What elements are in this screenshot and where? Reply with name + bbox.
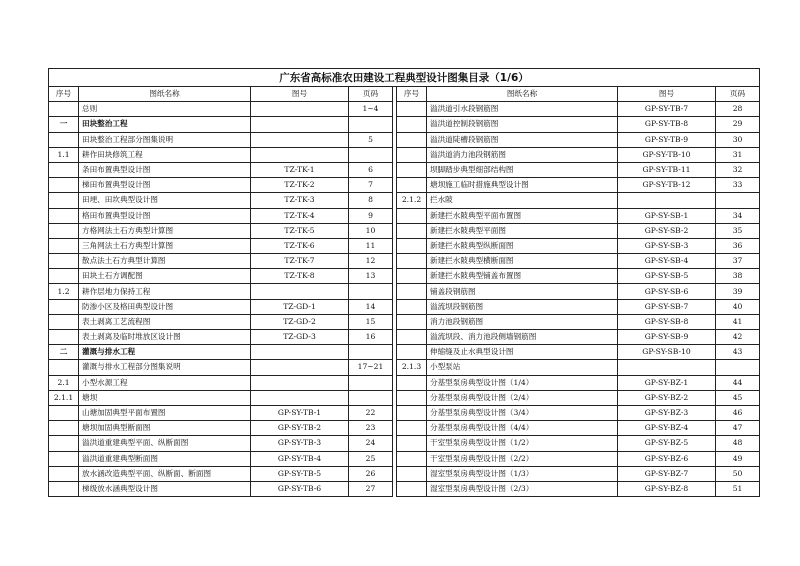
right-name-cell: 溢流坝段钢筋图 xyxy=(427,299,618,314)
left-name-cell: 三角网法土石方典型计算图 xyxy=(79,238,251,253)
left-code-cell: TZ-TK-8 xyxy=(251,269,349,284)
left-page-cell: 25 xyxy=(349,451,393,466)
left-page-cell: 14 xyxy=(349,299,393,314)
right-code-cell: GP-SY-SB-9 xyxy=(618,330,716,345)
table-row xyxy=(49,405,760,420)
left-no-cell xyxy=(49,466,79,481)
right-code-cell: GP-SY-BZ-3 xyxy=(618,405,716,420)
left-name-cell: 梯田布置典型设计图 xyxy=(79,178,251,193)
right-code-cell: GP-SY-BZ-1 xyxy=(618,375,716,390)
right-no-cell xyxy=(397,345,427,360)
table-row xyxy=(49,102,760,117)
header-name-right: 图纸名称 xyxy=(427,87,618,102)
right-no-cell xyxy=(397,299,427,314)
right-name-cell: 新建拦水陂典型铺盖布置图 xyxy=(427,269,618,284)
header-no-right: 序号 xyxy=(397,87,427,102)
left-page-cell: 7 xyxy=(349,178,393,193)
left-page-cell: 6 xyxy=(349,162,393,177)
left-name-cell: 梯级放水涵典型设计图 xyxy=(79,481,251,496)
right-page-cell: 29 xyxy=(716,117,760,132)
header-no-left: 序号 xyxy=(49,87,79,102)
header-code-right: 图号 xyxy=(618,87,716,102)
left-code-cell: GP-SY-TB-1 xyxy=(251,405,349,420)
left-no-cell xyxy=(49,178,79,193)
right-page-cell: 41 xyxy=(716,314,760,329)
left-code-cell: TZ-TK-1 xyxy=(251,162,349,177)
left-page-cell: 24 xyxy=(349,436,393,451)
left-page-cell: 23 xyxy=(349,421,393,436)
right-page-cell: 50 xyxy=(716,466,760,481)
table-row xyxy=(49,147,760,162)
table-row xyxy=(49,314,760,329)
left-name-cell: 灌溉与排水工程部分图集说明 xyxy=(79,360,251,375)
left-name-cell: 防渗小区及格田典型设计图 xyxy=(79,299,251,314)
right-no-cell xyxy=(397,162,427,177)
left-no-cell xyxy=(49,405,79,420)
left-page-cell xyxy=(349,390,393,405)
left-code-cell xyxy=(251,102,349,117)
left-page-cell: 26 xyxy=(349,466,393,481)
right-code-cell: GP-SY-BZ-6 xyxy=(618,451,716,466)
header-code-left: 图号 xyxy=(251,87,349,102)
left-page-cell: 8 xyxy=(349,193,393,208)
right-code-cell: GP-SY-SB-3 xyxy=(618,238,716,253)
left-no-cell xyxy=(49,330,79,345)
left-no-cell xyxy=(49,481,79,496)
right-no-cell xyxy=(397,102,427,117)
table-row xyxy=(49,375,760,390)
right-page-cell: 47 xyxy=(716,421,760,436)
right-page-cell: 39 xyxy=(716,284,760,299)
left-name-cell: 散点法土石方典型计算图 xyxy=(79,254,251,269)
right-page-cell: 28 xyxy=(716,102,760,117)
left-page-cell xyxy=(349,284,393,299)
right-name-cell: 坝脚踏步典型细部结构图 xyxy=(427,162,618,177)
right-no-cell xyxy=(397,254,427,269)
left-name-cell: 小型水源工程 xyxy=(79,375,251,390)
right-code-cell: GP-SY-TB-8 xyxy=(618,117,716,132)
right-no-cell: 2.1.3 xyxy=(397,360,427,375)
right-no-cell xyxy=(397,466,427,481)
right-code-cell: GP-SY-BZ-8 xyxy=(618,481,716,496)
right-name-cell: 分基型泵房典型设计图（3/4） xyxy=(427,405,618,420)
right-name-cell: 溢洪道控制段钢筋图 xyxy=(427,117,618,132)
right-page-cell: 48 xyxy=(716,436,760,451)
left-no-cell: 一 xyxy=(49,117,79,132)
right-page-cell: 33 xyxy=(716,178,760,193)
right-name-cell: 溢洪道引水段钢筋图 xyxy=(427,102,618,117)
left-no-cell: 1.2 xyxy=(49,284,79,299)
left-no-cell xyxy=(49,254,79,269)
table-row xyxy=(49,466,760,481)
right-no-cell xyxy=(397,375,427,390)
table-row xyxy=(49,436,760,451)
right-page-cell: 38 xyxy=(716,269,760,284)
table-row xyxy=(49,390,760,405)
right-name-cell: 小型泵站 xyxy=(427,360,618,375)
left-page-cell: 5 xyxy=(349,132,393,147)
right-name-cell: 伸缩缝及止水典型设计图 xyxy=(427,345,618,360)
right-no-cell xyxy=(397,405,427,420)
left-name-cell: 条田布置典型设计图 xyxy=(79,162,251,177)
left-no-cell xyxy=(49,299,79,314)
left-code-cell: TZ-TK-2 xyxy=(251,178,349,193)
left-name-cell: 田块整治工程部分图集说明 xyxy=(79,132,251,147)
left-code-cell: TZ-GD-1 xyxy=(251,299,349,314)
left-name-cell: 田块整治工程 xyxy=(79,117,251,132)
left-name-cell: 山塘加固典型平面布置图 xyxy=(79,405,251,420)
right-name-cell: 新建拦水陂典型平面布置图 xyxy=(427,208,618,223)
right-no-cell xyxy=(397,390,427,405)
left-name-cell: 塘坝加固典型断面图 xyxy=(79,421,251,436)
right-name-cell: 溢洪道陡槽段钢筋图 xyxy=(427,132,618,147)
left-code-cell: GP-SY-TB-2 xyxy=(251,421,349,436)
left-code-cell: GP-SY-TB-3 xyxy=(251,436,349,451)
table-row xyxy=(49,481,760,496)
header-row xyxy=(49,87,760,102)
right-code-cell: GP-SY-BZ-5 xyxy=(618,436,716,451)
left-name-cell: 灌溉与排水工程 xyxy=(79,345,251,360)
right-name-cell: 分基型泵房典型设计图（2/4） xyxy=(427,390,618,405)
right-no-cell xyxy=(397,330,427,345)
table-row xyxy=(49,269,760,284)
right-code-cell: GP-SY-TB-12 xyxy=(618,178,716,193)
right-name-cell: 新建拦水陂典型纵断面图 xyxy=(427,238,618,253)
left-page-cell: 12 xyxy=(349,254,393,269)
left-code-cell: TZ-TK-5 xyxy=(251,223,349,238)
left-page-cell: 9 xyxy=(349,208,393,223)
left-code-cell: TZ-TK-4 xyxy=(251,208,349,223)
right-no-cell xyxy=(397,269,427,284)
left-name-cell: 放水涵改造典型平面、纵断面、断面图 xyxy=(79,466,251,481)
table-row xyxy=(49,223,760,238)
left-code-cell xyxy=(251,284,349,299)
right-code-cell: GP-SY-SB-1 xyxy=(618,208,716,223)
right-code-cell: GP-SY-TB-7 xyxy=(618,102,716,117)
left-code-cell: TZ-TK-6 xyxy=(251,238,349,253)
right-name-cell: 分基型泵房典型设计图（1/4） xyxy=(427,375,618,390)
right-no-cell xyxy=(397,451,427,466)
left-page-cell: 15 xyxy=(349,314,393,329)
right-code-cell: GP-SY-SB-8 xyxy=(618,314,716,329)
right-no-cell xyxy=(397,178,427,193)
left-no-cell: 2.1 xyxy=(49,375,79,390)
left-page-cell: 16 xyxy=(349,330,393,345)
right-page-cell: 36 xyxy=(716,238,760,253)
right-name-cell: 溢洪道消力池段钢筋图 xyxy=(427,147,618,162)
right-page-cell: 35 xyxy=(716,223,760,238)
left-code-cell: GP-SY-TB-4 xyxy=(251,451,349,466)
left-no-cell xyxy=(49,102,79,117)
left-no-cell xyxy=(49,132,79,147)
right-code-cell: GP-SY-TB-9 xyxy=(618,132,716,147)
right-code-cell: GP-SY-SB-6 xyxy=(618,284,716,299)
table-row xyxy=(49,421,760,436)
left-no-cell xyxy=(49,223,79,238)
right-code-cell: GP-SY-TB-11 xyxy=(618,162,716,177)
left-code-cell xyxy=(251,132,349,147)
left-name-cell: 溢洪道重建典型平面、纵断面图 xyxy=(79,436,251,451)
right-code-cell: GP-SY-BZ-7 xyxy=(618,466,716,481)
right-no-cell xyxy=(397,238,427,253)
left-no-cell xyxy=(49,193,79,208)
right-code-cell: GP-SY-SB-10 xyxy=(618,345,716,360)
right-page-cell: 51 xyxy=(716,481,760,496)
right-page-cell: 37 xyxy=(716,254,760,269)
table-row xyxy=(49,299,760,314)
left-code-cell: TZ-GD-3 xyxy=(251,330,349,345)
right-name-cell: 干室型泵房典型设计图（2/2） xyxy=(427,451,618,466)
left-no-cell xyxy=(49,208,79,223)
right-page-cell: 32 xyxy=(716,162,760,177)
right-name-cell: 分基型泵房典型设计图（4/4） xyxy=(427,421,618,436)
left-page-cell xyxy=(349,147,393,162)
right-page-cell: 49 xyxy=(716,451,760,466)
table-row xyxy=(49,162,760,177)
right-page-cell: 34 xyxy=(716,208,760,223)
left-page-cell: 13 xyxy=(349,269,393,284)
right-no-cell xyxy=(397,117,427,132)
table-row xyxy=(49,345,760,360)
right-page-cell: 30 xyxy=(716,132,760,147)
right-no-cell xyxy=(397,223,427,238)
right-code-cell: GP-SY-SB-2 xyxy=(618,223,716,238)
left-no-cell xyxy=(49,360,79,375)
table-row xyxy=(49,117,760,132)
right-page-cell: 46 xyxy=(716,405,760,420)
right-page-cell: 45 xyxy=(716,390,760,405)
left-no-cell xyxy=(49,162,79,177)
right-name-cell: 新建拦水陂典型平面图 xyxy=(427,223,618,238)
left-name-cell: 格田布置典型设计图 xyxy=(79,208,251,223)
left-code-cell: TZ-TK-7 xyxy=(251,254,349,269)
left-code-cell xyxy=(251,360,349,375)
header-page-left: 页码 xyxy=(349,87,393,102)
right-page-cell: 31 xyxy=(716,147,760,162)
table-row xyxy=(49,238,760,253)
left-code-cell: TZ-TK-3 xyxy=(251,193,349,208)
right-code-cell: GP-SY-BZ-4 xyxy=(618,421,716,436)
left-no-cell xyxy=(49,421,79,436)
left-code-cell xyxy=(251,147,349,162)
right-no-cell: 2.1.2 xyxy=(397,193,427,208)
right-name-cell: 塘坝施工临时措施典型设计图 xyxy=(427,178,618,193)
right-no-cell xyxy=(397,314,427,329)
left-no-cell xyxy=(49,269,79,284)
right-name-cell: 消力池段钢筋图 xyxy=(427,314,618,329)
catalog-title: 广东省高标准农田建设工程典型设计图集目录（1/6） xyxy=(49,69,760,87)
left-page-cell: 10 xyxy=(349,223,393,238)
right-name-cell: 湿室型泵房典型设计图（2/3） xyxy=(427,481,618,496)
right-code-cell: GP-SY-SB-7 xyxy=(618,299,716,314)
table-row xyxy=(49,132,760,147)
left-page-cell xyxy=(349,375,393,390)
right-page-cell: 44 xyxy=(716,375,760,390)
right-no-cell xyxy=(397,132,427,147)
right-no-cell xyxy=(397,421,427,436)
right-page-cell xyxy=(716,193,760,208)
left-name-cell: 表土剥离工艺流程图 xyxy=(79,314,251,329)
right-no-cell xyxy=(397,147,427,162)
right-code-cell xyxy=(618,360,716,375)
left-page-cell xyxy=(349,117,393,132)
catalog-table xyxy=(48,68,760,497)
right-code-cell: GP-SY-SB-5 xyxy=(618,269,716,284)
left-code-cell: GP-SY-TB-5 xyxy=(251,466,349,481)
left-name-cell: 田埂、田坎典型设计图 xyxy=(79,193,251,208)
left-name-cell: 溢洪道重建典型断面图 xyxy=(79,451,251,466)
left-no-cell xyxy=(49,451,79,466)
right-name-cell: 湿室型泵房典型设计图（1/3） xyxy=(427,466,618,481)
right-no-cell xyxy=(397,436,427,451)
left-code-cell xyxy=(251,117,349,132)
right-name-cell: 新建拦水陂典型横断面图 xyxy=(427,254,618,269)
right-name-cell: 干室型泵房典型设计图（1/2） xyxy=(427,436,618,451)
table-row xyxy=(49,284,760,299)
left-page-cell: 22 xyxy=(349,405,393,420)
left-no-cell: 2.1.1 xyxy=(49,390,79,405)
right-page-cell: 42 xyxy=(716,330,760,345)
table-row xyxy=(49,178,760,193)
right-no-cell xyxy=(397,284,427,299)
left-name-cell: 田块土石方调配图 xyxy=(79,269,251,284)
left-page-cell: 17~21 xyxy=(349,360,393,375)
right-page-cell xyxy=(716,360,760,375)
left-no-cell: 二 xyxy=(49,345,79,360)
left-name-cell: 塘坝 xyxy=(79,390,251,405)
right-name-cell: 拦水陂 xyxy=(427,193,618,208)
left-page-cell: 11 xyxy=(349,238,393,253)
right-name-cell: 铺盖段钢筋图 xyxy=(427,284,618,299)
left-name-cell: 耕作层地力保持工程 xyxy=(79,284,251,299)
left-code-cell: GP-SY-TB-6 xyxy=(251,481,349,496)
left-name-cell: 表土剥离及临时堆放区设计图 xyxy=(79,330,251,345)
right-no-cell xyxy=(397,481,427,496)
table-row xyxy=(49,193,760,208)
table-row xyxy=(49,254,760,269)
left-page-cell xyxy=(349,345,393,360)
header-page-right: 页码 xyxy=(716,87,760,102)
left-page-cell: 1~4 xyxy=(349,102,393,117)
right-no-cell xyxy=(397,208,427,223)
right-page-cell: 40 xyxy=(716,299,760,314)
left-no-cell xyxy=(49,314,79,329)
right-page-cell: 43 xyxy=(716,345,760,360)
table-row xyxy=(49,360,760,375)
left-code-cell: TZ-GD-2 xyxy=(251,314,349,329)
left-name-cell: 总则 xyxy=(79,102,251,117)
left-page-cell: 27 xyxy=(349,481,393,496)
table-row xyxy=(49,451,760,466)
table-row xyxy=(49,208,760,223)
left-code-cell xyxy=(251,390,349,405)
left-name-cell: 方格网法土石方典型计算图 xyxy=(79,223,251,238)
right-name-cell: 溢流坝段、消力池段侧墙钢筋图 xyxy=(427,330,618,345)
right-code-cell xyxy=(618,193,716,208)
right-code-cell: GP-SY-TB-10 xyxy=(618,147,716,162)
header-name-left: 图纸名称 xyxy=(79,87,251,102)
right-code-cell: GP-SY-BZ-2 xyxy=(618,390,716,405)
table-row xyxy=(49,330,760,345)
left-code-cell xyxy=(251,375,349,390)
catalog-sheet xyxy=(48,68,759,497)
left-no-cell: 1.1 xyxy=(49,147,79,162)
left-no-cell xyxy=(49,238,79,253)
right-code-cell: GP-SY-SB-4 xyxy=(618,254,716,269)
left-code-cell xyxy=(251,345,349,360)
left-name-cell: 耕作田块修筑工程 xyxy=(79,147,251,162)
left-no-cell xyxy=(49,436,79,451)
